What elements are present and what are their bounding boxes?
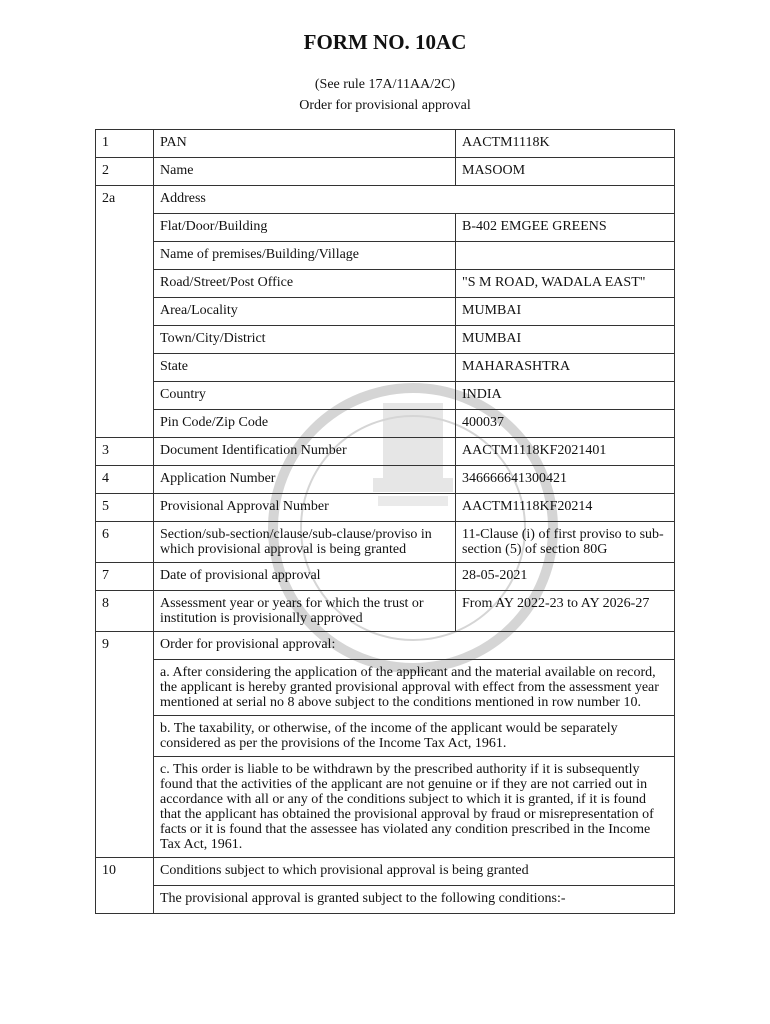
field-value: AACTM1118K <box>456 130 675 158</box>
field-label: Name <box>154 158 456 186</box>
row-number: 2 <box>96 158 154 186</box>
table-row <box>96 326 675 354</box>
table-row <box>96 186 675 214</box>
field-label: Application Number <box>154 466 456 494</box>
table-row <box>96 242 675 270</box>
table-row <box>96 716 675 757</box>
table-row <box>96 858 675 886</box>
row-number: 6 <box>96 522 154 563</box>
table-row <box>96 632 675 660</box>
order-paragraph-a: a. After considering the application of the applicant and the material available on record, the applicant is hereby granted provisional approval with effect from the assessment year mentioned at serial no 8 above subject to the conditions mentioned in row number 10. <box>154 660 675 716</box>
table-row <box>96 591 675 632</box>
row-number: 4 <box>96 466 154 494</box>
table-row <box>96 354 675 382</box>
field-value: From AY 2022-23 to AY 2026-27 <box>456 591 675 632</box>
field-label: PAN <box>154 130 456 158</box>
rule-reference: (See rule 17A/11AA/2C) <box>314 77 456 92</box>
field-label: Pin Code/Zip Code <box>154 410 456 438</box>
field-value: AACTM1118KF20214 <box>456 494 675 522</box>
table-row <box>96 757 675 858</box>
field-label: Town/City/District <box>154 326 456 354</box>
field-label: Date of provisional approval <box>154 563 456 591</box>
field-label: Provisional Approval Number <box>154 494 456 522</box>
table-row <box>96 298 675 326</box>
field-value <box>456 242 675 270</box>
field-label: Road/Street/Post Office <box>154 270 456 298</box>
field-value: "S M ROAD, WADALA EAST" <box>456 270 675 298</box>
row-number: 1 <box>96 130 154 158</box>
field-label: Name of premises/Building/Village <box>154 242 456 270</box>
table-row <box>96 563 675 591</box>
field-value: INDIA <box>456 382 675 410</box>
row-number: 8 <box>96 591 154 632</box>
field-value: 11-Clause (i) of first proviso to sub-section (5) of section 80G <box>456 522 675 563</box>
table-row <box>96 410 675 438</box>
form-subtitle: Order for provisional approval <box>299 98 471 113</box>
order-paragraph-c: c. This order is liable to be withdrawn by the prescribed authority if it is subsequently found that the activities of the applicant are not genuine or if they are not carried out in accordance with all or any of the conditions subject to which it is granted, if it is found that the applicant has obtained the provisional approval by fraud or misrepresentation of facts or it is found that the assessee has violated any condition prescribed in the Income Tax Act, 1961. <box>154 757 675 858</box>
form-title: FORM NO. 10AC <box>303 30 467 54</box>
field-label: Assessment year or years for which the trust or institution is provisionally approved <box>154 591 456 632</box>
row-number: 10 <box>96 858 154 914</box>
table-row <box>96 130 675 158</box>
approval-table <box>95 129 675 914</box>
row-number: 3 <box>96 438 154 466</box>
field-value: MUMBAI <box>456 326 675 354</box>
table-row <box>96 438 675 466</box>
table-row <box>96 522 675 563</box>
field-label: Country <box>154 382 456 410</box>
field-label: Conditions subject to which provisional approval is being granted <box>154 858 675 886</box>
table-row <box>96 158 675 186</box>
field-label: Section/sub-section/clause/sub-clause/proviso in which provisional approval is being granted <box>154 522 456 563</box>
table-row <box>96 886 675 914</box>
field-value: 400037 <box>456 410 675 438</box>
table-row <box>96 382 675 410</box>
row-number: 2a <box>96 186 154 438</box>
field-label: Document Identification Number <box>154 438 456 466</box>
order-paragraph-b: b. The taxability, or otherwise, of the income of the applicant would be separately considered as per the provisions of the Income Tax Act, 1961. <box>154 716 675 757</box>
row-number: 5 <box>96 494 154 522</box>
row-number: 7 <box>96 563 154 591</box>
field-label: Address <box>154 186 675 214</box>
field-label: Order for provisional approval: <box>154 632 675 660</box>
field-value: B-402 EMGEE GREENS <box>456 214 675 242</box>
field-value: AACTM1118KF2021401 <box>456 438 675 466</box>
conditions-intro: The provisional approval is granted subject to the following conditions:- <box>154 886 675 914</box>
field-value: 346666641300421 <box>456 466 675 494</box>
table-row <box>96 270 675 298</box>
field-value: MUMBAI <box>456 298 675 326</box>
field-label: Flat/Door/Building <box>154 214 456 242</box>
table-row <box>96 660 675 716</box>
table-row <box>96 494 675 522</box>
table-row <box>96 214 675 242</box>
field-value: MAHARASHTRA <box>456 354 675 382</box>
table-row <box>96 466 675 494</box>
field-label: Area/Locality <box>154 298 456 326</box>
row-number: 9 <box>96 632 154 858</box>
field-value: 28-05-2021 <box>456 563 675 591</box>
field-label: State <box>154 354 456 382</box>
field-value: MASOOM <box>456 158 675 186</box>
